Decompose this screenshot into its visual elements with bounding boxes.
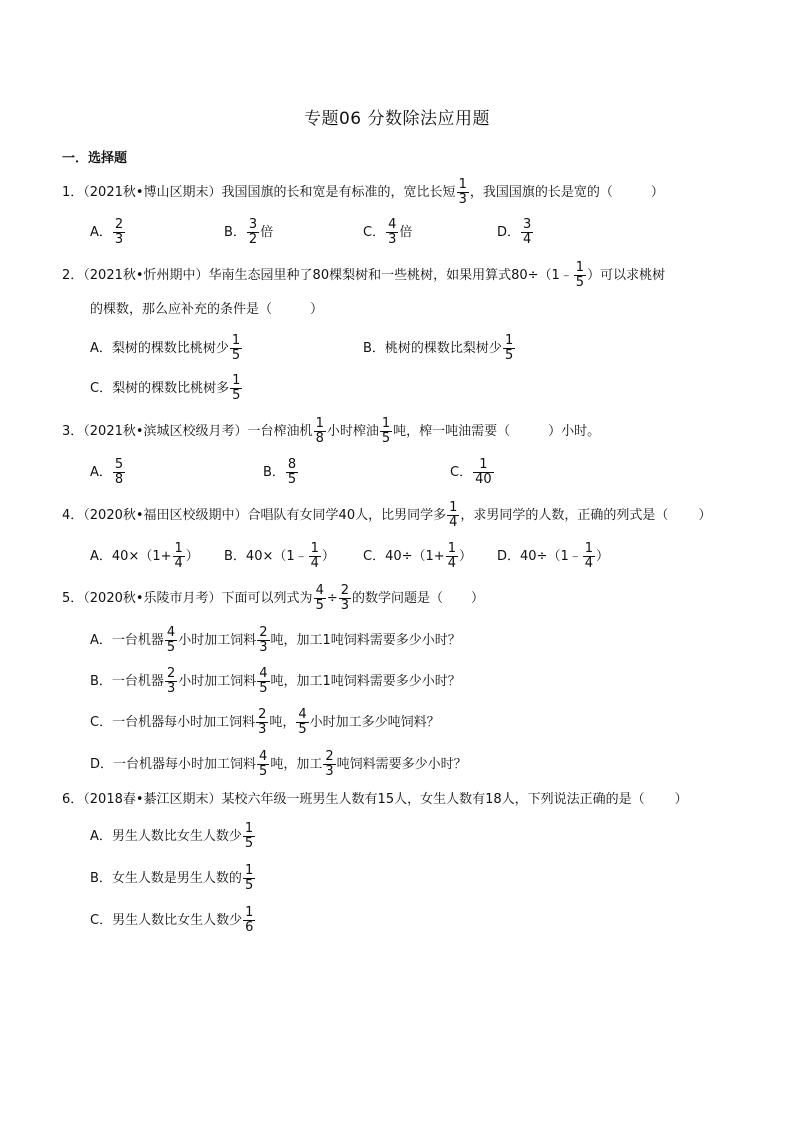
option-a: A．40×（1+ $\frac{1}{4}$ ）: [90, 541, 199, 571]
option-c: C．梨树的棵数比桃树多 $\frac{1}{5}$: [90, 373, 241, 403]
question-number: 1．: [62, 185, 84, 200]
option-c: C． $\frac{4}{3}$ 倍: [363, 217, 413, 247]
question-source: （2018春•綦江区期末）: [83, 792, 222, 807]
question-source: （2021秋•滨城区校级月考）: [83, 424, 248, 439]
question-6: 6．（2018春•綦江区期末）某校六年级一班男生人数有15人，女生人数有18人，下列说法正确的是（ ）: [62, 792, 688, 807]
option-c: C．40÷（1+ $\frac{1}{4}$ ）: [363, 541, 472, 571]
section-heading: 一．选择题: [62, 151, 128, 166]
question-source: （2020秋•乐陵市月考）: [83, 591, 222, 606]
option-a: A．一台机器 $\frac{4}{5}$ 小时加工饲料 $\frac{2}{3}$ 吨，加工1吨饲料需要多少小时？: [90, 625, 461, 655]
question-source: （2021秋•忻州期中）: [83, 268, 209, 283]
fraction: $\frac{1}{3}$: [458, 177, 467, 207]
question-2: 2．（2021秋•忻州期中）华南生态园里种了80棵梨树和一些桃树，如果用算式80÷（1﹣ $\frac{1}{5}$ ）可以求桃树: [62, 260, 666, 290]
option-d: D． $\frac{3}{4}$: [497, 217, 532, 247]
question-2-line-2: 的棵数，那么应补充的条件是（ ）: [90, 302, 324, 317]
option-d: D．40÷（1﹣ $\frac{1}{4}$ ）: [497, 541, 610, 571]
option-a: A．梨树的棵数比桃树少 $\frac{1}{5}$: [90, 333, 241, 363]
question-4: 4．（2020秋•福田区校级期中）合唱队有女同学40人，比男同学多 $\frac{1}{4}$ ，求男同学的人数，正确的列式是（ ）: [62, 500, 712, 530]
question-source: （2020秋•福田区校级期中）: [83, 508, 248, 523]
option-b: B．一台机器 $\frac{2}{3}$ 小时加工饲料 $\frac{4}{5}$ 吨，加工1吨饲料需要多少小时？: [90, 666, 461, 696]
option-a: A． $\frac{5}{8}$: [90, 457, 124, 487]
option-c: C． $\frac{1}{40}$: [450, 457, 492, 487]
question-5: 5．（2020秋•乐陵市月考）下面可以列式为 $\frac{4}{5}$ ÷ $\frac{2}{3}$ 的数学问题是（ ）: [62, 583, 485, 613]
question-text: ，我国国旗的长是宽的（: [469, 185, 613, 200]
option-a: A．男生人数比女生人数少 $\frac{1}{5}$: [90, 821, 254, 851]
option-b: B．女生人数是男生人数的 $\frac{1}{5}$: [90, 863, 254, 893]
option-b: B． $\frac{3}{2}$ 倍: [224, 217, 274, 247]
question-source: （2021秋•博山区期末）: [83, 185, 222, 200]
option-a: A． $\frac{2}{3}$: [90, 217, 124, 247]
option-c: C．一台机器每小时加工饲料 $\frac{2}{3}$ 吨， $\frac{4}{5}$ 小时加工多少吨饲料？: [90, 707, 440, 737]
question-text: 我国国旗的长和宽是有标准的，宽比长短: [221, 185, 456, 200]
option-c: C．男生人数比女生人数少 $\frac{1}{6}$: [90, 905, 254, 935]
question-1: [62, 178, 664, 207]
fraction: $\frac{1}{5}$: [575, 260, 585, 290]
question-3: 3．（2021秋•滨城区校级月考）一台榨油机 $\frac{1}{8}$ 小时榨油 $\frac{1}{5}$ 吨，榨一吨油需要（ ）小时。: [62, 416, 601, 446]
question-text: ）: [650, 185, 664, 200]
option-b: B．桃树的棵数比梨树少 $\frac{1}{5}$: [363, 333, 514, 363]
option-b: B．40×（1﹣ $\frac{1}{4}$ ）: [224, 541, 335, 571]
option-d: D．一台机器每小时加工饲料 $\frac{4}{5}$ 吨，加工 $\frac{2}{3}$ 吨饲料需要多少小时？: [90, 749, 467, 779]
option-b: B． $\frac{8}{5}$: [263, 457, 297, 487]
page-title: 专题06 分数除法应用题: [303, 109, 491, 129]
